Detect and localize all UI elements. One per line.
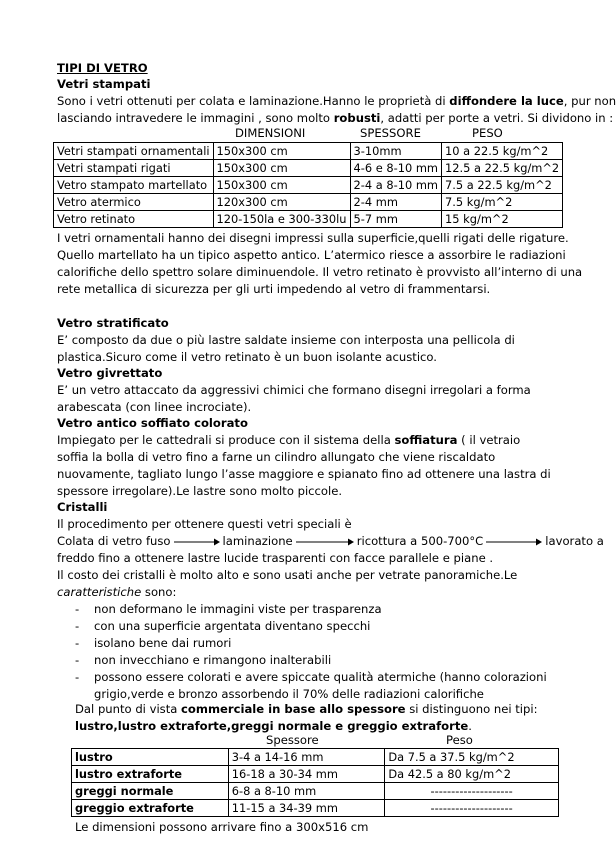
table-cell: 7.5 a 22.5 kg/m^2: [442, 177, 563, 194]
table-cell: 150x300 cm: [213, 143, 350, 160]
heading-vetro-antico: Vetro antico soffiato colorato: [57, 416, 248, 430]
table-cell: 16-18 a 30-34 mm: [228, 766, 385, 783]
table-cell: 5-7 mm: [350, 211, 442, 228]
table-cell: Vetri stampati rigati: [54, 160, 214, 177]
paragraph-line: Dal punto di vista commerciale in base allo spessore si distinguono nei tipi:: [75, 702, 538, 716]
paragraph-line: plastica.Sicuro come il vetro retinato è un buon isolante acustico.: [57, 350, 437, 364]
table-row: [72, 800, 559, 817]
table-row: [54, 160, 563, 177]
table-cell: Da 7.5 a 37.5 kg/m^2: [385, 749, 559, 766]
paragraph-line: Quello martellato ha un tipico aspetto antico. L’atermico riesce a assorbire le radiazioni: [57, 248, 566, 262]
table-cell: 10 a 22.5 kg/m^2: [442, 143, 563, 160]
cristalli-table: [71, 748, 559, 817]
table-cell: Vetro retinato: [54, 211, 214, 228]
process-step-ricottura: ricottura a 500-700°C: [356, 534, 484, 548]
table-cell: 2-4 mm: [350, 194, 442, 211]
table-row: [54, 143, 563, 160]
paragraph-line: freddo fino a ottenere lastre lucide trasparenti con facce parallele e piane .: [57, 551, 494, 565]
table-cell: 120x300 cm: [213, 194, 350, 211]
heading-vetro-stratificato: Vetro stratificato: [57, 316, 169, 330]
table-row: [54, 194, 563, 211]
process-step-lavorato: lavorato a: [545, 534, 604, 548]
arrow-right-icon: [486, 538, 542, 546]
table-cell: Vetri stampati ornamentali: [54, 143, 214, 160]
paragraph-line: lustro,lustro extraforte,greggi normale e greggio extraforte.: [75, 719, 472, 733]
heading-vetri-stampati: Vetri stampati: [57, 77, 151, 91]
table-cell: 2-4 a 8-10 mm: [350, 177, 442, 194]
table-row: [72, 766, 559, 783]
table-cell: Da 42.5 a 80 kg/m^2: [385, 766, 559, 783]
table-cell: --------------------: [385, 783, 559, 800]
table-row: [54, 177, 563, 194]
table-cell: 3-4 a 14-16 mm: [228, 749, 385, 766]
paragraph-line: arabescata (con linee incrociate).: [57, 400, 252, 414]
table-row: [72, 749, 559, 766]
paragraph-line: rete metallica di sicurezza per gli urti impedendo al vetro di frammentarsi.: [57, 282, 491, 296]
paragraph-line: Il costo dei cristalli è molto alto e sono usati anche per vetrate panoramiche.Le: [57, 568, 518, 582]
arrow-right-icon: [296, 538, 354, 546]
document-title: TIPI DI VETRO: [57, 61, 148, 75]
table-row: [54, 211, 563, 228]
table-cell: 6-8 a 8-10 mm: [228, 783, 385, 800]
table-cell: 150x300 cm: [213, 177, 350, 194]
column-header-dimensioni: DIMENSIONI: [235, 126, 306, 140]
paragraph-line: soffia la bolla di vetro fino a farne un cilindro allungato che viene riscaldato: [57, 450, 496, 464]
characteristics-list: - non deformano le immagini viste per trasparenza - con una superficie argentata diventano specchi - isolano bene dai rumori - non invecchiano e rimangono inalterabili - possono essere colorati e avere spiccate qualità atermiche (hanno colorazioni grigio,verde e bronzo assorbendo il 70% delle radiazioni calorifiche: [75, 602, 547, 701]
paragraph-line: Sono i vetri ottenuti per colata e laminazione.Hanno le proprietà di diffondere la luce, pur non: [57, 94, 616, 108]
heading-vetro-givrettato: Vetro givrettato: [57, 366, 163, 380]
table-cell: 120-150la e 300-330lu: [213, 211, 350, 228]
paragraph-line: spessore irregolare).Le lastre sono molto piccole.: [57, 484, 343, 498]
table-cell: greggi normale: [72, 783, 229, 800]
column-header-spessore: SPESSORE: [360, 126, 421, 140]
paragraph-line: calorifiche dello spettro solare diminuendole. Il vetro retinato è provvisto all’interno di una: [57, 265, 583, 279]
table-cell: 150x300 cm: [213, 160, 350, 177]
table-cell: Vetro atermico: [54, 194, 214, 211]
paragraph-line: E’ un vetro attaccato da aggressivi chimici che formano disegni irregolari a forma: [57, 383, 531, 397]
table-cell: 3-10mm: [350, 143, 442, 160]
table-cell: greggio extraforte: [72, 800, 229, 817]
paragraph-line: caratteristiche sono:: [57, 585, 177, 599]
process-flow: [57, 533, 604, 550]
column-header-peso: PESO: [472, 126, 503, 140]
process-step-colata: Colata di vetro fuso: [57, 534, 171, 548]
paragraph-line: lasciando intravedere le immagini , sono molto robusti, adatti per porte a vetri. Si dividono in :: [57, 111, 614, 125]
process-step-laminazione: laminazione: [222, 534, 293, 548]
column-header-spessore: Spessore: [266, 733, 319, 747]
paragraph-line: Impiegato per le cattedrali si produce con il sistema della soffiatura ( il vetraio: [57, 433, 521, 447]
paragraph-line: I vetri ornamentali hanno dei disegni impressi sulla superficie,quelli rigati delle rigature.: [57, 231, 569, 245]
table-row: [72, 783, 559, 800]
paragraph-line: Il procedimento per ottenere questi vetri speciali è: [57, 517, 352, 531]
paragraph-line: nuovamente, tagliato lungo l’asse maggiore e spianato fino ad ottenere una lastra di: [57, 467, 551, 481]
vetri-stampati-table: [53, 142, 563, 228]
table-cell: 11-15 a 34-39 mm: [228, 800, 385, 817]
table-cell: 15 kg/m^2: [442, 211, 563, 228]
table-cell: 4-6 e 8-10 mm: [350, 160, 442, 177]
table-cell: 12.5 a 22.5 kg/m^2: [442, 160, 563, 177]
arrow-right-icon: [174, 538, 220, 546]
table-cell: Vetro stampato martellato: [54, 177, 214, 194]
heading-cristalli: Cristalli: [57, 500, 108, 514]
paragraph-line: E’ composto da due o più lastre saldate insieme con interposta una pellicola di: [57, 333, 515, 347]
paragraph-line: Le dimensioni possono arrivare fino a 300x516 cm: [75, 820, 369, 834]
column-header-peso: Peso: [446, 733, 473, 747]
table-cell: lustro extraforte: [72, 766, 229, 783]
table-cell: --------------------: [385, 800, 559, 817]
table-cell: 7.5 kg/m^2: [442, 194, 563, 211]
table-cell: lustro: [72, 749, 229, 766]
